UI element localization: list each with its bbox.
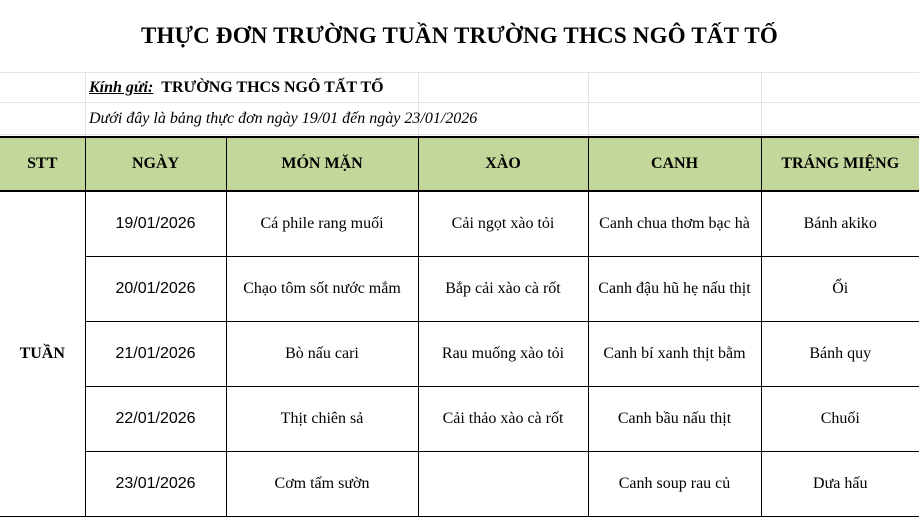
stirfry-cell: Rau muống xào tỏi <box>418 322 588 387</box>
soup-cell: Canh bầu nấu thịt <box>588 387 761 452</box>
gridline <box>85 72 86 136</box>
main-dish-cell: Cá phile rang muối <box>226 191 418 257</box>
date-cell: 22/01/2026 <box>85 387 226 452</box>
dessert-cell: Bánh quy <box>761 322 919 387</box>
table-row <box>0 452 919 517</box>
main-dish-cell: Bò nấu cari <box>226 322 418 387</box>
stirfry-cell: Cải thảo xào cà rốt <box>418 387 588 452</box>
stirfry-cell <box>418 452 588 517</box>
table-row <box>0 257 919 322</box>
greeting-recipient: TRƯỜNG THCS NGÔ TẤT TỐ <box>161 79 384 96</box>
stirfry-cell: Bắp cải xào cà rốt <box>418 257 588 322</box>
gridline <box>761 72 762 136</box>
soup-cell: Canh đậu hũ hẹ nấu thịt <box>588 257 761 322</box>
main-dish-cell: Chạo tôm sốt nước mắm <box>226 257 418 322</box>
stirfry-cell: Cải ngọt xào tỏi <box>418 191 588 257</box>
table-row <box>0 387 919 452</box>
main-dish-cell: Cơm tấm sườn <box>226 452 418 517</box>
header-soup: CANH <box>588 137 761 191</box>
date-cell: 20/01/2026 <box>85 257 226 322</box>
page-title: THỰC ĐƠN TRƯỜNG TUẦN TRƯỜNG THCS NGÔ TẤT TỐ <box>141 23 778 48</box>
header-stirfry: XÀO <box>418 137 588 191</box>
date-cell: 21/01/2026 <box>85 322 226 387</box>
soup-cell: Canh soup rau củ <box>588 452 761 517</box>
table-header-row <box>0 137 919 191</box>
dessert-cell: Bánh akiko <box>761 191 919 257</box>
menu-subtitle: Dưới đây là bảng thực đơn ngày 19/01 đến ngày 23/01/2026 <box>89 110 478 127</box>
gridline <box>588 72 589 136</box>
soup-cell: Canh chua thơm bạc hà <box>588 191 761 257</box>
date-cell: 19/01/2026 <box>85 191 226 257</box>
main-dish-cell: Thịt chiên sả <box>226 387 418 452</box>
date-cell: 23/01/2026 <box>85 452 226 517</box>
week-label: TUẦN <box>0 191 85 517</box>
table-row <box>0 322 919 387</box>
dessert-cell: Ổi <box>761 257 919 322</box>
menu-table <box>0 136 919 517</box>
header-main-dish: MÓN MẶN <box>226 137 418 191</box>
dessert-cell: Dưa hấu <box>761 452 919 517</box>
header-stt: STT <box>0 137 85 191</box>
header-date: NGÀY <box>85 137 226 191</box>
dessert-cell: Chuối <box>761 387 919 452</box>
header-dessert: TRÁNG MIỆNG <box>761 137 919 191</box>
table-row <box>0 191 919 257</box>
soup-cell: Canh bí xanh thịt bằm <box>588 322 761 387</box>
greeting-line <box>89 73 384 103</box>
greeting-label: Kính gửi: <box>89 79 154 96</box>
